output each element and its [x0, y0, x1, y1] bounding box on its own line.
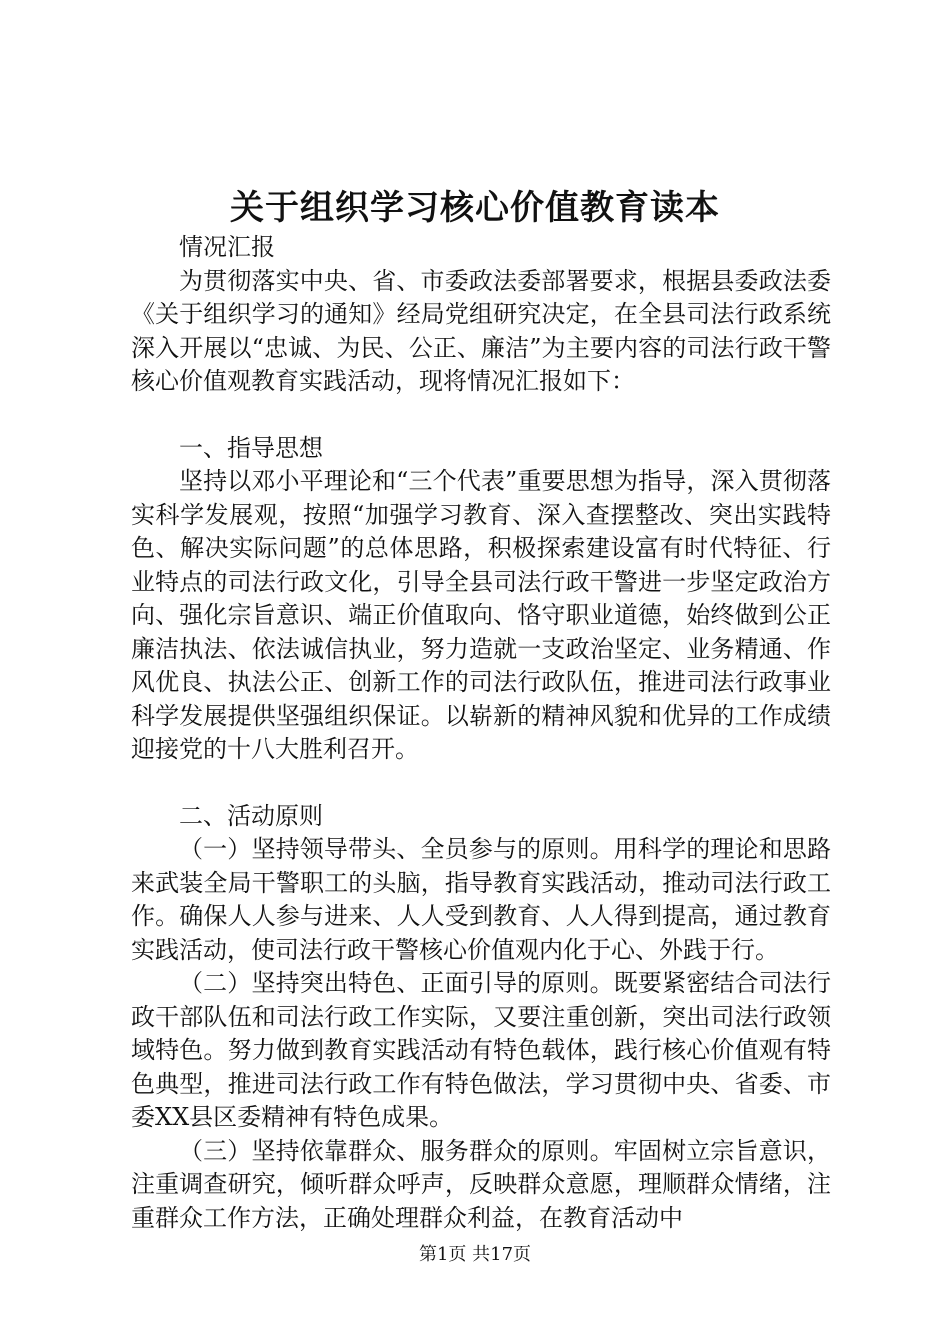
document-subtitle: 情况汇报: [179, 233, 275, 261]
principle-paragraph-3: （三）坚持依靠群众、服务群众的原则。牢固树立宗旨意识，注重调查研究，倾听群众呼声，反映群众意愿，理顺群众情绪，注重群众工作方法，正确处理群众利益，在教育活动中: [131, 1136, 831, 1232]
paragraph-spacer: [131, 767, 831, 800]
section-heading-guiding-ideology: 一、指导思想: [179, 433, 323, 462]
section-paragraph-guiding-ideology: 坚持以邓小平理论和“三个代表”重要思想为指导，深入贯彻落实科学发展观，按照“加强学习教育、深入查摆整改、突出实践特色、解决实际问题”的总体思路，积极探索建设富有时代特征、行业特点的司法行政文化，引导全县司法行政干警进一步坚定政治方向、强化宗旨意识、端正价值取向、恪守职业道德，始终做到公正廉洁执法、依法诚信执业，努力造就一支政治坚定、业务精通、作风优良、执法公正、创新工作的司法行政队伍，推进司法行政事业科学发展提供坚强组织保证。以崭新的精神风貌和优异的工作成绩迎接党的十八大胜利召开。: [131, 467, 831, 763]
document-body: [131, 231, 831, 1235]
document-title: 关于组织学习核心价值教育读本: [230, 188, 720, 228]
page-number-footer: 第1页 共17页: [418, 1244, 532, 1265]
principle-paragraph-2: （二）坚持突出特色、正面引导的原则。既要紧密结合司法行政干部队伍和司法行政工作实际，又要注重创新，突出司法行政领域特色。努力做到教育实践活动有特色载体，践行核心价值观有特色典型，推进司法行政工作有特色做法，学习贯彻中央、省委、市委XX县区委精神有特色成果。: [131, 969, 831, 1131]
section-heading-activity-principles: 二、活动原则: [179, 801, 323, 830]
intro-paragraph: 为贯彻落实中央、省、市委政法委部署要求，根据县委政法委《关于组织学习的通知》经局党组研究决定，在全县司法行政系统深入开展以“忠诚、为民、公正、廉洁”为主要内容的司法行政干警核心价值观教育实践活动，现将情况汇报如下：: [131, 266, 831, 395]
paragraph-spacer: [131, 399, 831, 432]
principle-paragraph-1: （一）坚持领导带头、全员参与的原则。用科学的理论和思路来武装全局干警职工的头脑，指导教育实践活动，推动司法行政工作。确保人人参与进来、人人受到教育、人人得到提高，通过教育实践活动，使司法行政干警核心价值观内化于心、外践于行。: [131, 835, 831, 964]
